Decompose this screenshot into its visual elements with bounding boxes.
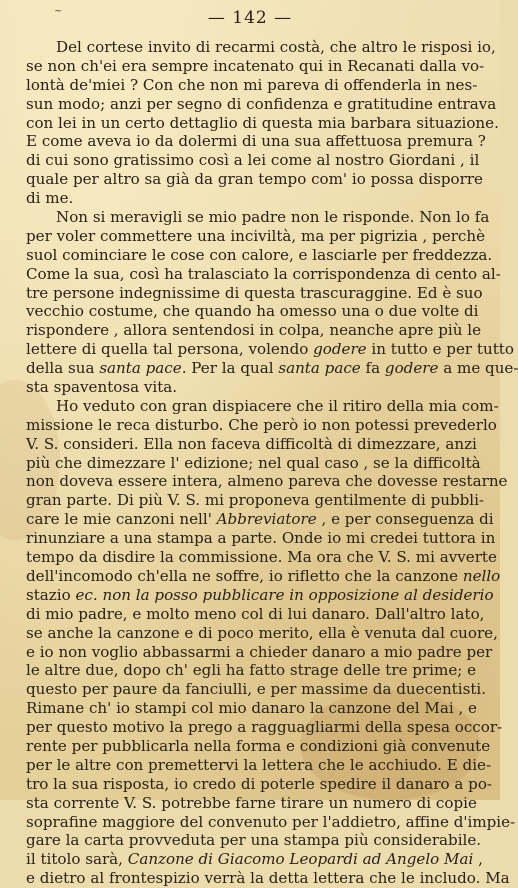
text-line (26, 340, 514, 359)
italic-text: santa pace (99, 359, 182, 378)
text-line (26, 642, 493, 662)
text-line (26, 585, 494, 605)
text-segment: care le mie canzoni nell' (26, 510, 217, 529)
text-line (26, 94, 497, 114)
text-line (26, 491, 485, 510)
text-segment: gran parte. Di più V. S. mi proponeva gentilmente di pubbli- (26, 491, 485, 510)
text-line (26, 415, 497, 435)
text-segment: non doveva essere intera, almeno pareva che dovesse restarne (26, 472, 508, 491)
text-line (26, 378, 474, 397)
text-segment: E come aveva io da dolermi di una sua affettuosa premura ? (26, 132, 486, 151)
text-segment: di mio padre, e molto meno col di lui danaro. Dall'altro lato, (26, 604, 485, 623)
text-segment: lontà de'miei ? Con che non mi pareva di offenderla in nes- (26, 75, 478, 94)
text-segment: di cui sono gratissimo così a lei come al nostro Giordani , il (26, 151, 480, 170)
text-segment: sun modo; anzi per segno di confidenza e gratitudine entrava (26, 94, 497, 113)
text-segment: Non si meravigli se mio padre non le risponde. Non lo fa (56, 208, 490, 227)
italic-text: ec. non la posso pubblicare in opposizione al desiderio (70, 585, 494, 604)
text-segment: di me. (26, 189, 74, 208)
page-number: — 142 — (207, 8, 293, 28)
text-segment: in tutto e per tutto (366, 340, 514, 359)
text-segment: , (473, 850, 483, 869)
text-line (26, 623, 498, 643)
text-segment: . Per la qual (181, 359, 279, 378)
text-line (26, 56, 485, 76)
text-line (26, 75, 478, 95)
text-segment: tre persone indegnissime di questa trascuraggine. Ed è suo (26, 283, 483, 302)
text-segment: le altre due, dopo ch' egli ha fatto strage delle tre prime; e (26, 661, 477, 680)
text-line (26, 548, 497, 567)
text-line (26, 661, 477, 680)
text-line (26, 736, 491, 756)
text-line (26, 566, 501, 586)
text-line (26, 869, 510, 888)
text-line (26, 283, 483, 303)
text-line (26, 189, 474, 208)
text-segment: sta corrente V. S. potrebbe farne tirare un numero di copie (26, 793, 477, 812)
text-line (26, 755, 492, 775)
text-segment: rispondere , allora sentendosi in colpa, neanche apre più le (26, 321, 482, 340)
text-segment: rinunziare a una stampa a parte. Onde io mi credei tuttora in (26, 529, 496, 548)
italic-text: nello (462, 566, 501, 585)
text-line (26, 529, 496, 548)
text-line (26, 680, 487, 699)
text-segment: per questo motivo la prego a ragguagliarmi della spesa occor- (26, 718, 503, 737)
text-segment: per le altre con premettervi la lettera che le acchiudo. E die- (26, 755, 492, 774)
text-segment: sta spaventosa vita. (26, 378, 178, 397)
text-line (26, 226, 486, 246)
text-segment: per voler commettere una inciviltà, ma per pigrizia , perchè (26, 226, 486, 245)
text-segment: gare la carta provveduta per una stampa più considerabile. (26, 831, 482, 850)
italic-text: godere (313, 340, 367, 359)
text-segment: quale per altro sa già da gran tempo com' io possa disporre (26, 170, 483, 189)
text-line (26, 264, 501, 284)
text-line (26, 850, 483, 869)
text-segment: Rimane ch' io stampi col mio danaro la canzone del Mai , e (26, 699, 477, 718)
italic-text: Abbreviatore (216, 510, 317, 529)
text-segment: missione le reca disturbo. Che però io non potessi prevederlo (26, 415, 497, 434)
text-segment: stazio (26, 585, 71, 604)
text-line (26, 831, 482, 850)
text-segment: più che dimezzare l' edizione; nel qual caso , se la difficoltà (26, 453, 481, 472)
text-line (26, 472, 508, 491)
text-segment: dell'incomodo ch'ella ne soffre, io rifletto che la canzone (26, 566, 463, 585)
text-line (26, 510, 494, 529)
text-segment: Come la sua, così ha tralasciato la corrispondenza di cento al- (26, 264, 501, 283)
corner-mark: ~ (54, 6, 63, 17)
text-line (26, 718, 503, 737)
text-segment: tro la sua risposta, io credo di poterle spedire il danaro a po- (26, 774, 493, 793)
text-line (26, 132, 486, 151)
italic-text: godere (384, 359, 439, 378)
text-segment: della sua (26, 359, 100, 378)
text-segment: suol cominciare le cose con calore, e lasciarle per freddezza. (26, 245, 493, 264)
text-segment: Ho veduto con gran dispiacere che il ritiro della mia com- (56, 396, 499, 415)
text-line (26, 38, 496, 57)
text-segment: fa (360, 359, 385, 378)
text-segment: V. S. consideri. Ella non faceva difficoltà di dimezzare, anzi (26, 434, 477, 453)
text-segment: lettere di quella tal persona, volendo (26, 340, 314, 359)
text-segment: tempo da disdire la commissione. Ma ora che V. S. mi avverte (26, 548, 497, 567)
text-segment: Del cortese invito di recarmi costà, che altro le risposi io, (56, 38, 496, 56)
text-line (26, 170, 483, 189)
text-segment: a me que- (438, 359, 518, 378)
text-segment: e io non voglio abbassarmi a chieder danaro a mio padre per (26, 642, 493, 661)
text-line (26, 321, 482, 340)
text-segment: il titolo sarà, (26, 850, 128, 869)
text-line (26, 774, 493, 794)
text-line (26, 396, 499, 416)
text-line (26, 302, 479, 321)
text-line (26, 208, 490, 227)
text-line (26, 793, 477, 813)
text-segment: questo per paure da fanciulli, e per massime da duecentisti. (26, 680, 487, 699)
text-segment: , e per conseguenza di (316, 510, 494, 529)
text-segment: vecchio costume, che quando ha omesso una o due volte di (26, 302, 479, 321)
text-line (26, 434, 477, 454)
text-line (26, 151, 480, 170)
text-segment: rente per pubblicarla nella forma e condizioni già convenute (26, 736, 491, 755)
text-line (26, 604, 485, 624)
text-line (26, 245, 493, 265)
italic-text: santa pace (278, 359, 361, 378)
italic-text: Canzone di Giacomo Leopardi ad Angelo Mai (127, 850, 474, 869)
text-segment: con lei in un certo dettaglio di questa mia barbara situazione. (26, 113, 499, 132)
text-segment: soprafine maggiore del convenuto per l'addietro, affine d'impie- (26, 812, 516, 831)
text-line (26, 453, 481, 473)
letter-body (26, 38, 518, 888)
text-line (26, 359, 518, 378)
text-segment: e dietro al frontespizio verrà la detta lettera che le includo. Ma (26, 869, 510, 888)
text-line (26, 113, 499, 133)
text-line (26, 699, 477, 718)
text-segment: se non ch'ei era sempre incatenato qui in Recanati dalla vo- (26, 56, 485, 75)
text-segment: se anche la canzone e di poco merito, ella è venuta dal cuore, (26, 623, 498, 642)
text-line (26, 812, 516, 832)
